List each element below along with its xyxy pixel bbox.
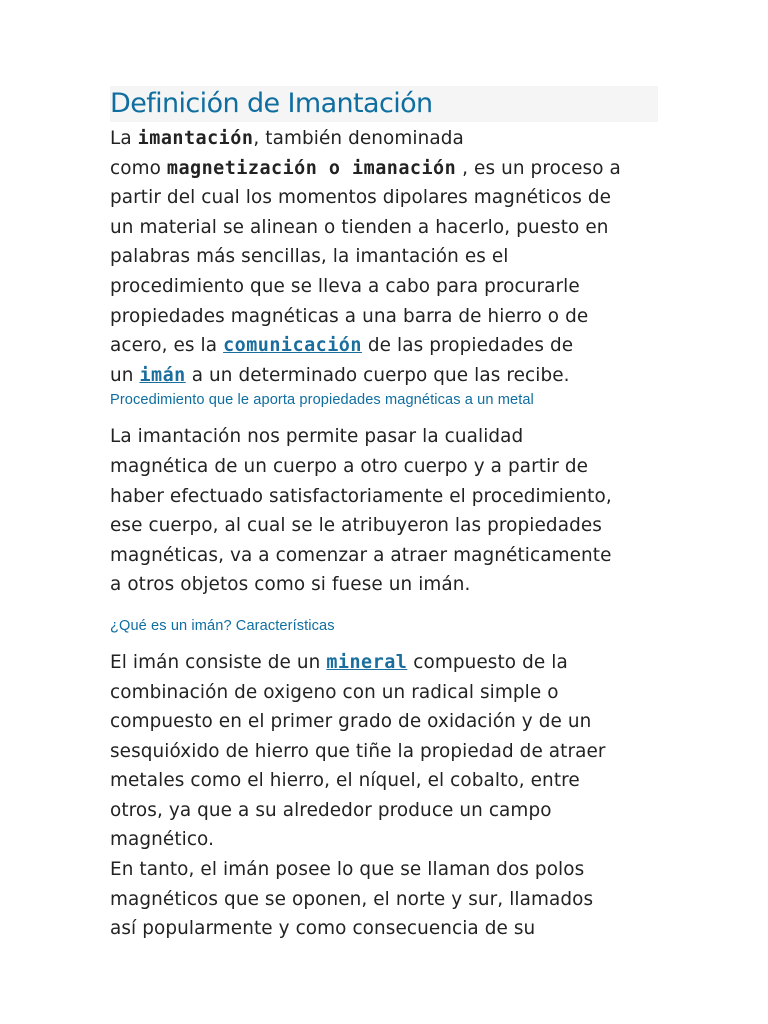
link-mineral[interactable]: mineral bbox=[326, 651, 408, 673]
paragraph-line: haber efectuado satisfactoriamente el procedimiento, bbox=[110, 485, 612, 507]
paragraph-line: La imantación nos permite pasar la cualidad bbox=[110, 426, 524, 448]
paragraph-line: a otros objetos como si fuese un imán. bbox=[110, 574, 471, 596]
paragraph-line: otros, ya que a su alrededor produce un campo bbox=[110, 799, 552, 821]
paragraph-line: un material se alinean o tienden a hacerlo, puesto en bbox=[110, 216, 609, 238]
link-comunicacion[interactable]: comunicación bbox=[223, 335, 362, 357]
paragraph-line: magnéticas, va a comenzar a atraer magnéticamente bbox=[110, 544, 612, 566]
paragraph-line: palabras más sencillas, la imantación es el bbox=[110, 246, 509, 268]
paragraph-line bbox=[110, 124, 658, 154]
paragraph-line: magnética de un cuerpo a otro cuerpo y a partir de bbox=[110, 455, 589, 477]
title-bar bbox=[110, 86, 658, 122]
paragraph-line bbox=[110, 648, 658, 678]
link-iman[interactable]: imán bbox=[139, 364, 186, 386]
paragraph-line: combinación de oxigeno con un radical simple o bbox=[110, 681, 559, 703]
paragraph-1 bbox=[110, 124, 658, 390]
article bbox=[110, 86, 658, 944]
text-run: , también denominada bbox=[253, 128, 464, 149]
paragraph-line: partir del cual los momentos dipolares magnéticos de bbox=[110, 187, 612, 209]
paragraph-line: propiedades magnéticas a una barra de hierro o de bbox=[110, 305, 589, 327]
text-run: La bbox=[110, 128, 138, 149]
text-run: de las propiedades de bbox=[361, 335, 574, 357]
text-run: un bbox=[110, 364, 140, 386]
subheading-que-es-iman: ¿Qué es un imán? Características bbox=[110, 617, 335, 634]
paragraph-line: metales como el hierro, el níquel, el cobalto, entre bbox=[110, 770, 580, 792]
paragraph-line: compuesto en el primer grado de oxidación y de un bbox=[110, 711, 592, 733]
text-run: acero, es la bbox=[110, 335, 224, 357]
text-run: como bbox=[110, 157, 167, 179]
paragraph-line: sesquióxido de hierro que tiñe la propiedad de atraer bbox=[110, 740, 606, 762]
paragraph-line bbox=[110, 154, 658, 184]
bold-term-imantacion: imantación bbox=[137, 128, 254, 149]
paragraph-line: procedimiento que se lleva a cabo para procurarle bbox=[110, 275, 580, 297]
paragraph-line: En tanto, el imán posee lo que se llaman dos polos bbox=[110, 859, 585, 881]
paragraph-line: así popularmente y como consecuencia de su bbox=[110, 918, 536, 940]
subheading-procedimiento: Procedimiento que le aporta propiedades magnéticas a un metal bbox=[110, 392, 534, 409]
text-run: compuesto de la bbox=[407, 651, 568, 673]
paragraph-line: magnéticos que se oponen, el norte y sur, llamados bbox=[110, 888, 594, 910]
paragraph-3 bbox=[110, 648, 658, 944]
bold-term-magnetizacion: magnetización o imanación bbox=[166, 157, 457, 179]
paragraph-line bbox=[110, 361, 658, 391]
text-run: , es un proceso a bbox=[456, 157, 621, 179]
text-run: El imán consiste de un bbox=[110, 651, 327, 673]
paragraph-line: magnético. bbox=[110, 829, 215, 851]
paragraph-2 bbox=[110, 422, 658, 600]
paragraph-line: ese cuerpo, al cual se le atribuyeron las propiedades bbox=[110, 515, 602, 537]
page-title: Definición de Imantación bbox=[110, 88, 433, 119]
text-run: a un determinado cuerpo que las recibe. bbox=[185, 364, 570, 386]
paragraph-line bbox=[110, 331, 658, 361]
